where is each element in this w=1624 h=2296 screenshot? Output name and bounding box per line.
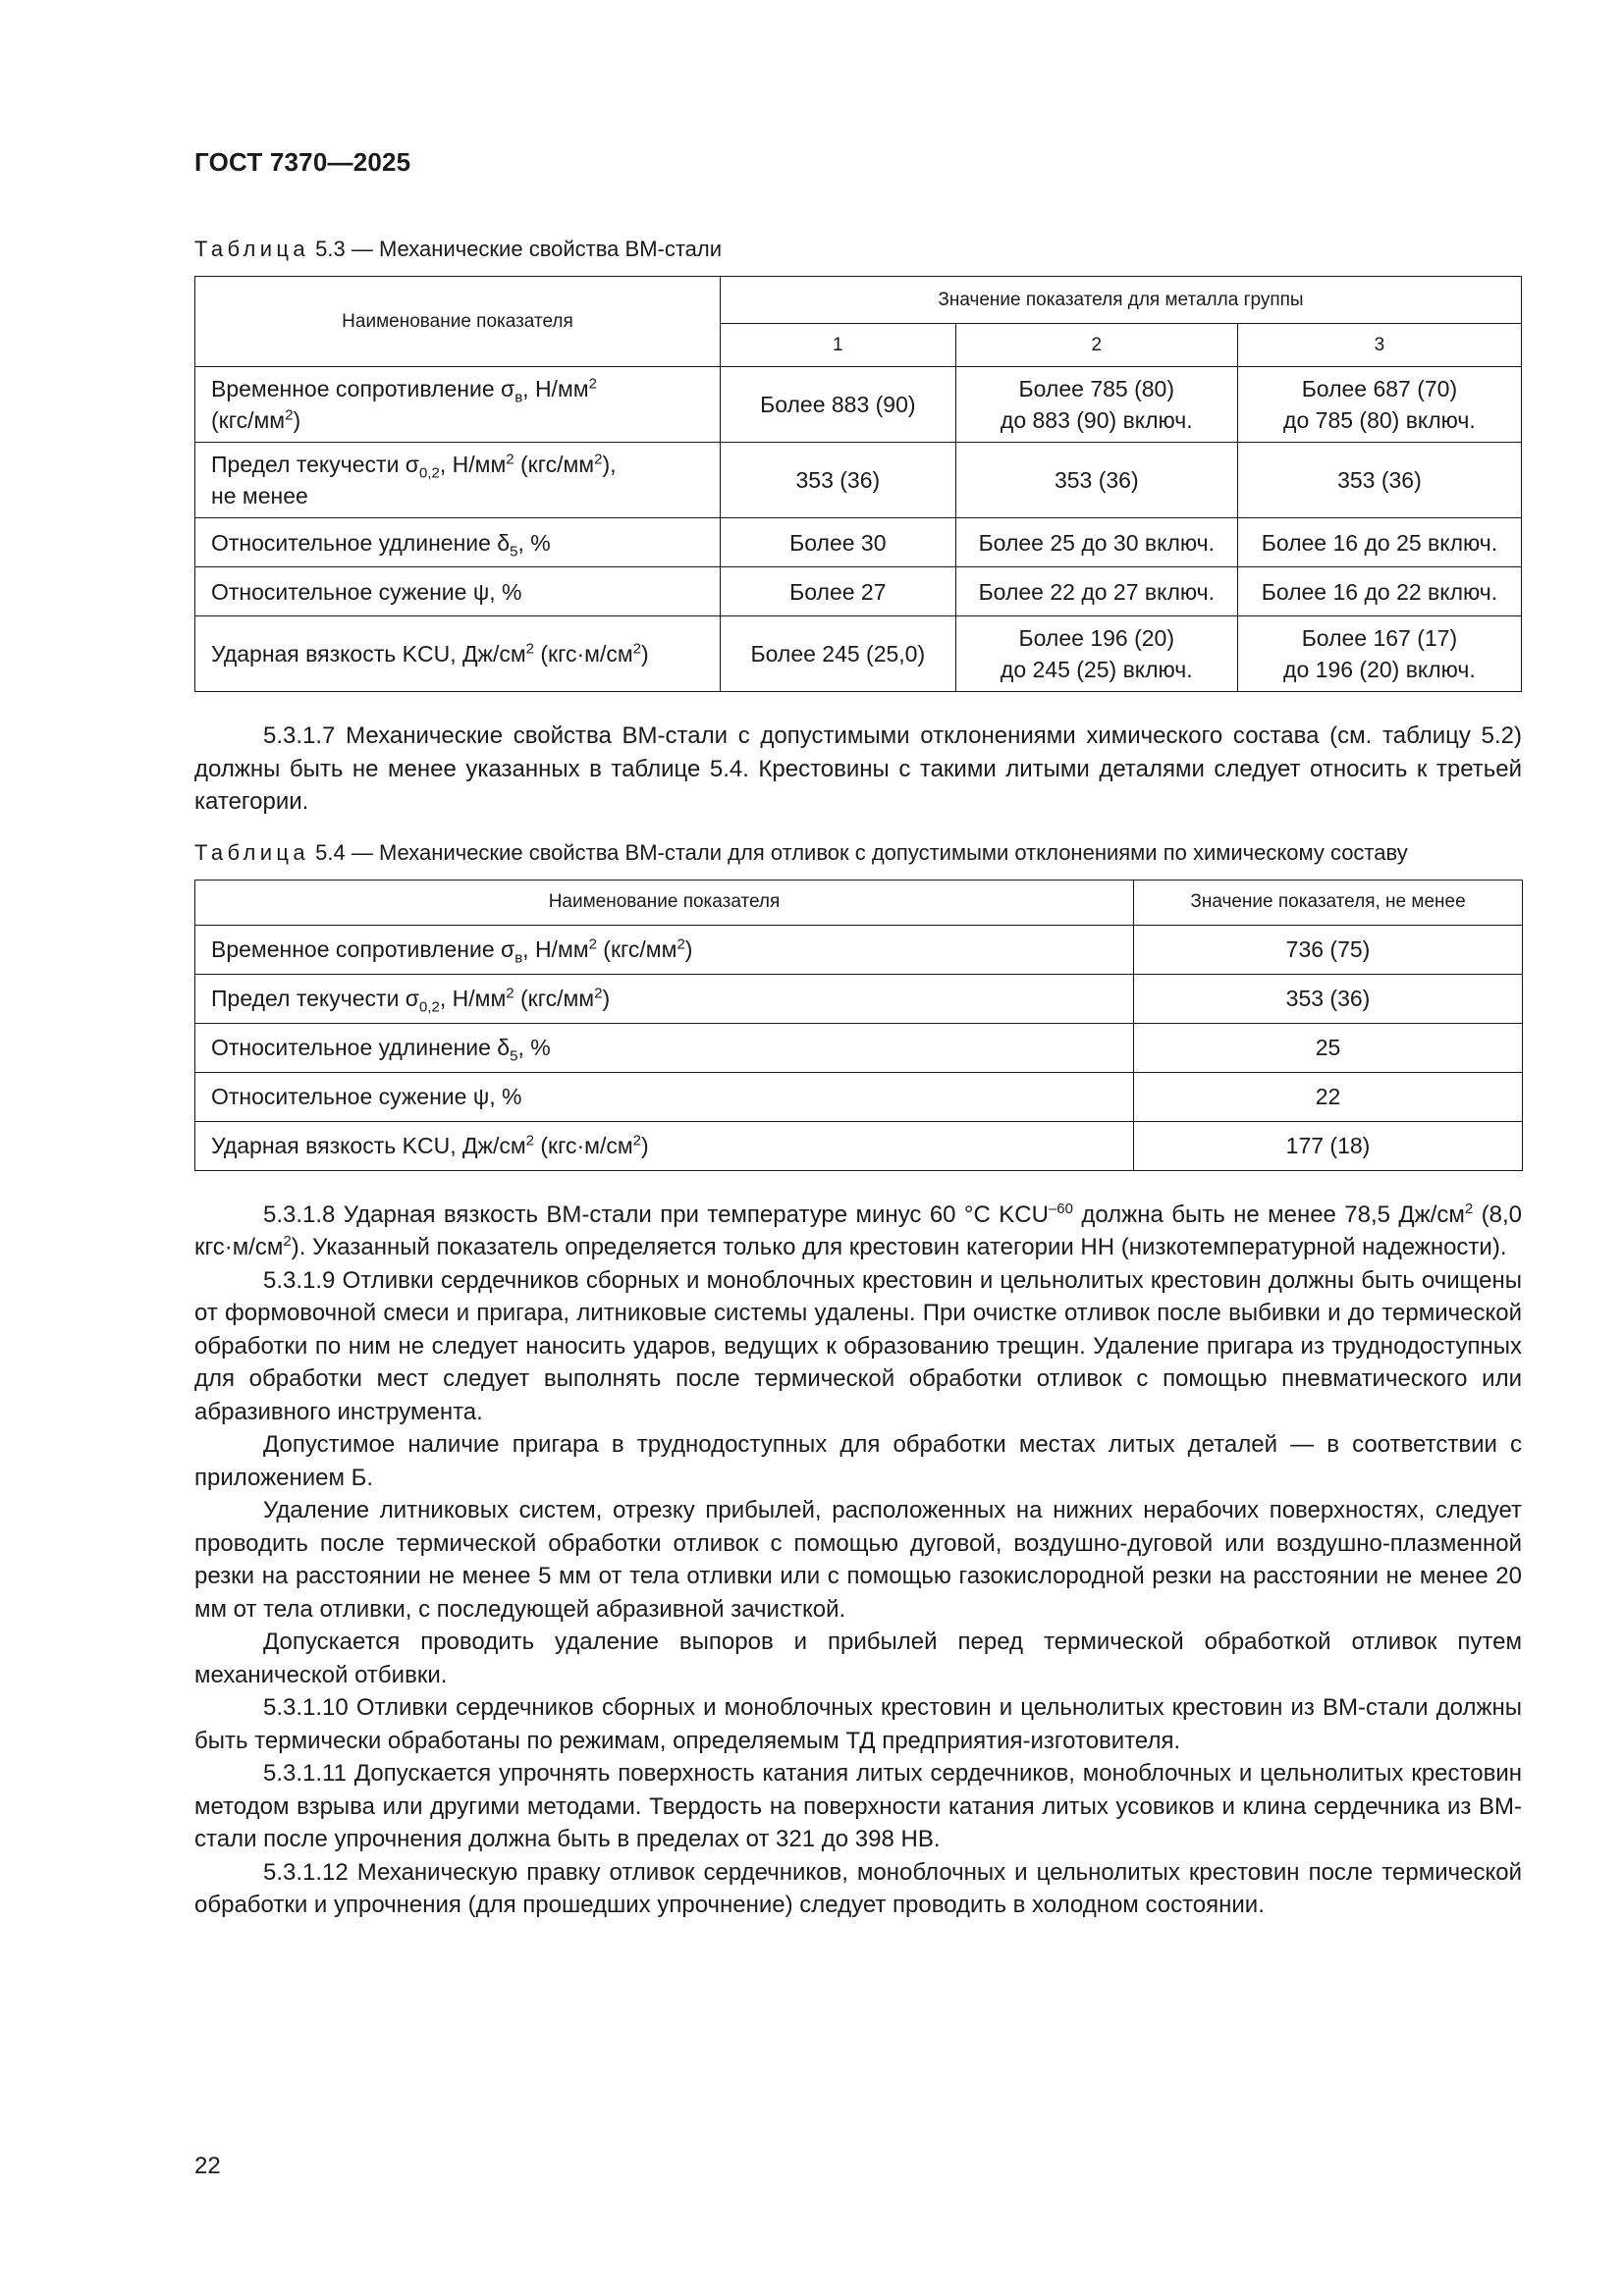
paragraph-gating-removal: Удаление литниковых систем, отрезку прибылей, расположенных на нижних нерабочих поверхностях, следует проводить после термической обработки отливок с помощью дуговой, воздушно-дуговой или воздушно-плазменной резки на расстоянии не менее 5 мм от тела отливки или с помощью газокислородной резки на расстоянии не менее 20 мм от тела отливки, с последующей абразивной зачисткой. — [194, 1497, 1522, 1623]
row-value: Более 16 до 25 включ. — [1237, 518, 1521, 567]
table-caption-text: 5.3 — Механические свойства ВМ-стали — [309, 237, 723, 261]
document-page — [194, 147, 1522, 1922]
header-group-2: 2 — [955, 324, 1237, 367]
paragraph-5-3-1-9: 5.3.1.9 Отливки сердечников сборных и моноблочных крестовин и цельнолитых крестовин должны быть очищены от формовочной смеси и пригара, литниковые системы удалены. При очистке отливок после выбивки и до термической обработки по ним не следует наносить ударов, ведущих к образованию трещин. Удаление пригара из труднодоступных для обработки мест следует выполнять после термической обработки отливок с помощью пневматического или абразивного инструмента. — [194, 1266, 1522, 1425]
paragraph-5-3-1-11: 5.3.1.11 Допускается упрочнять поверхность катания литых сердечников, моноблочных и цельнолитых крестовин методом взрыва или другими методами. Твердость на поверхности катания литых усовиков и клина сердечника из ВМ-стали после упрочнения должна быть в пределах от 321 до 398 НВ. — [194, 1760, 1522, 1852]
row-value: 353 (36) — [955, 443, 1237, 518]
paragraph-5-3-1-8: 5.3.1.8 Ударная вязкость ВМ-стали при температуре минус 60 °С $KCU^{-60}$ должна быть не менее 78,5 $Дж/см^2$ (8,0 $кгс\cdot м/см^2$). Указанный показатель определяется только для крестовин категории НН (низкотемпературной надежности). — [194, 1200, 1522, 1260]
row-value: Более 30 — [720, 518, 955, 567]
table-5-4 — [194, 880, 1523, 1171]
row-value: Более 245 (25,0) — [720, 616, 955, 692]
paragraph-burn-on: Допустимое наличие пригара в труднодоступных для обработки местах литых деталей — в соответствии с приложением Б. — [194, 1431, 1522, 1491]
table-5-3-caption — [194, 235, 1522, 264]
document-header: ГОСТ 7370—2025 — [194, 147, 411, 177]
row-name: Ударная вязкость KCU, $Дж/см^2$ $(кгс\cdot м/см^2)$ — [195, 1121, 1134, 1170]
table-row — [195, 616, 1522, 692]
paragraph-riser-removal: Допускается проводить удаление выпоров и прибылей перед термической обработкой отливок путем механической отбивки. — [194, 1629, 1522, 1688]
row-value: Более 687 (70) до 785 (80) включ. — [1237, 367, 1521, 443]
row-value: 353 (36) — [1237, 443, 1521, 518]
row-value: Более 16 до 22 включ. — [1237, 567, 1521, 616]
row-value: Более 785 (80) до 883 (90) включ. — [955, 367, 1237, 443]
row-value: Более 27 — [720, 567, 955, 616]
row-name: Относительное сужение ψ, % — [195, 567, 721, 616]
row-value: Более 22 до 27 включ. — [955, 567, 1237, 616]
header-group-1: 1 — [720, 324, 955, 367]
table-row — [195, 974, 1523, 1023]
row-value: 25 — [1134, 1023, 1523, 1072]
table-5-4-caption — [194, 838, 1522, 868]
table-row — [195, 1023, 1523, 1072]
row-name: Предел текучести $\sigma_{0,2}$, $Н/мм^2$ $(кгс/мм^2)$ — [195, 974, 1134, 1023]
row-value: Более 167 (17) до 196 (20) включ. — [1237, 616, 1521, 692]
table-row — [195, 518, 1522, 567]
table-row — [195, 567, 1522, 616]
row-name: Относительное сужение ψ, % — [195, 1072, 1134, 1121]
row-value: Более 196 (20) до 245 (25) включ. — [955, 616, 1237, 692]
table-row — [195, 443, 1522, 518]
row-value: 22 — [1134, 1072, 1523, 1121]
header-group-3: 3 — [1237, 324, 1521, 367]
paragraph-5-3-1-7: 5.3.1.7 Механические свойства ВМ-стали с допустимыми отклонениями химического состава (см. таблицу 5.2) должны быть не менее указанных в таблице 5.4. Крестовины с такими литыми деталями следует относить к третьей категории. — [194, 722, 1522, 815]
header-value-col: Значение показателя, не менее — [1134, 880, 1523, 925]
header-name-col: Наименование показателя — [195, 880, 1134, 925]
row-value: 353 (36) — [1134, 974, 1523, 1023]
row-name: Предел текучести $\sigma_{0,2}$, $Н/мм^2$ $(кгс/мм^2)$, не менее — [195, 443, 721, 518]
row-value: Более 883 (90) — [720, 367, 955, 443]
row-value: Более 25 до 30 включ. — [955, 518, 1237, 567]
row-value: 736 (75) — [1134, 925, 1523, 974]
paragraph-5-3-1-10: 5.3.1.10 Отливки сердечников сборных и моноблочных крестовин и цельнолитых крестовин из ВМ-стали должны быть термически обработаны по режимам, определяемым ТД предприятия-изготовителя. — [194, 1694, 1522, 1754]
table-caption-word: Таблица — [194, 839, 310, 865]
row-value: 353 (36) — [720, 443, 955, 518]
table-row — [195, 925, 1523, 974]
row-name: Относительное удлинение $\delta_5$, % — [195, 1023, 1134, 1072]
table-row — [195, 1121, 1523, 1170]
header-name-col: Наименование показателя — [195, 277, 721, 367]
row-name: Временное сопротивление $\sigma_в$, $Н/мм^2$ $(кгс/мм^2)$ — [195, 925, 1134, 974]
page-number: 22 — [194, 2153, 221, 2179]
table-caption-word: Таблица — [194, 237, 310, 261]
paragraph-5-3-1-12: 5.3.1.12 Механическую правку отливок сердечников, моноблочных и цельнолитых крестовин после термической обработки и упрочнения (для прошедших упрочнение) следует проводить в холодном состоянии. — [194, 1858, 1522, 1918]
row-name: Относительное удлинение $\delta_5$, % — [195, 518, 721, 567]
row-name: Ударная вязкость KCU, $Дж/см^2$ $(кгс\cdot м/см^2)$ — [195, 616, 721, 692]
row-value: 177 (18) — [1134, 1121, 1523, 1170]
table-caption-text: 5.4 — Механические свойства ВМ-стали для отливок с допустимыми отклонениями по химическому составу — [309, 839, 1408, 865]
table-5-3 — [194, 276, 1522, 692]
table-row — [195, 1072, 1523, 1121]
row-name: Временное сопротивление $\sigma_в$, $Н/мм^2$ $(кгс/мм^2)$ — [195, 367, 721, 443]
table-row — [195, 367, 1522, 443]
header-group-col: Значение показателя для металла группы — [720, 277, 1521, 324]
